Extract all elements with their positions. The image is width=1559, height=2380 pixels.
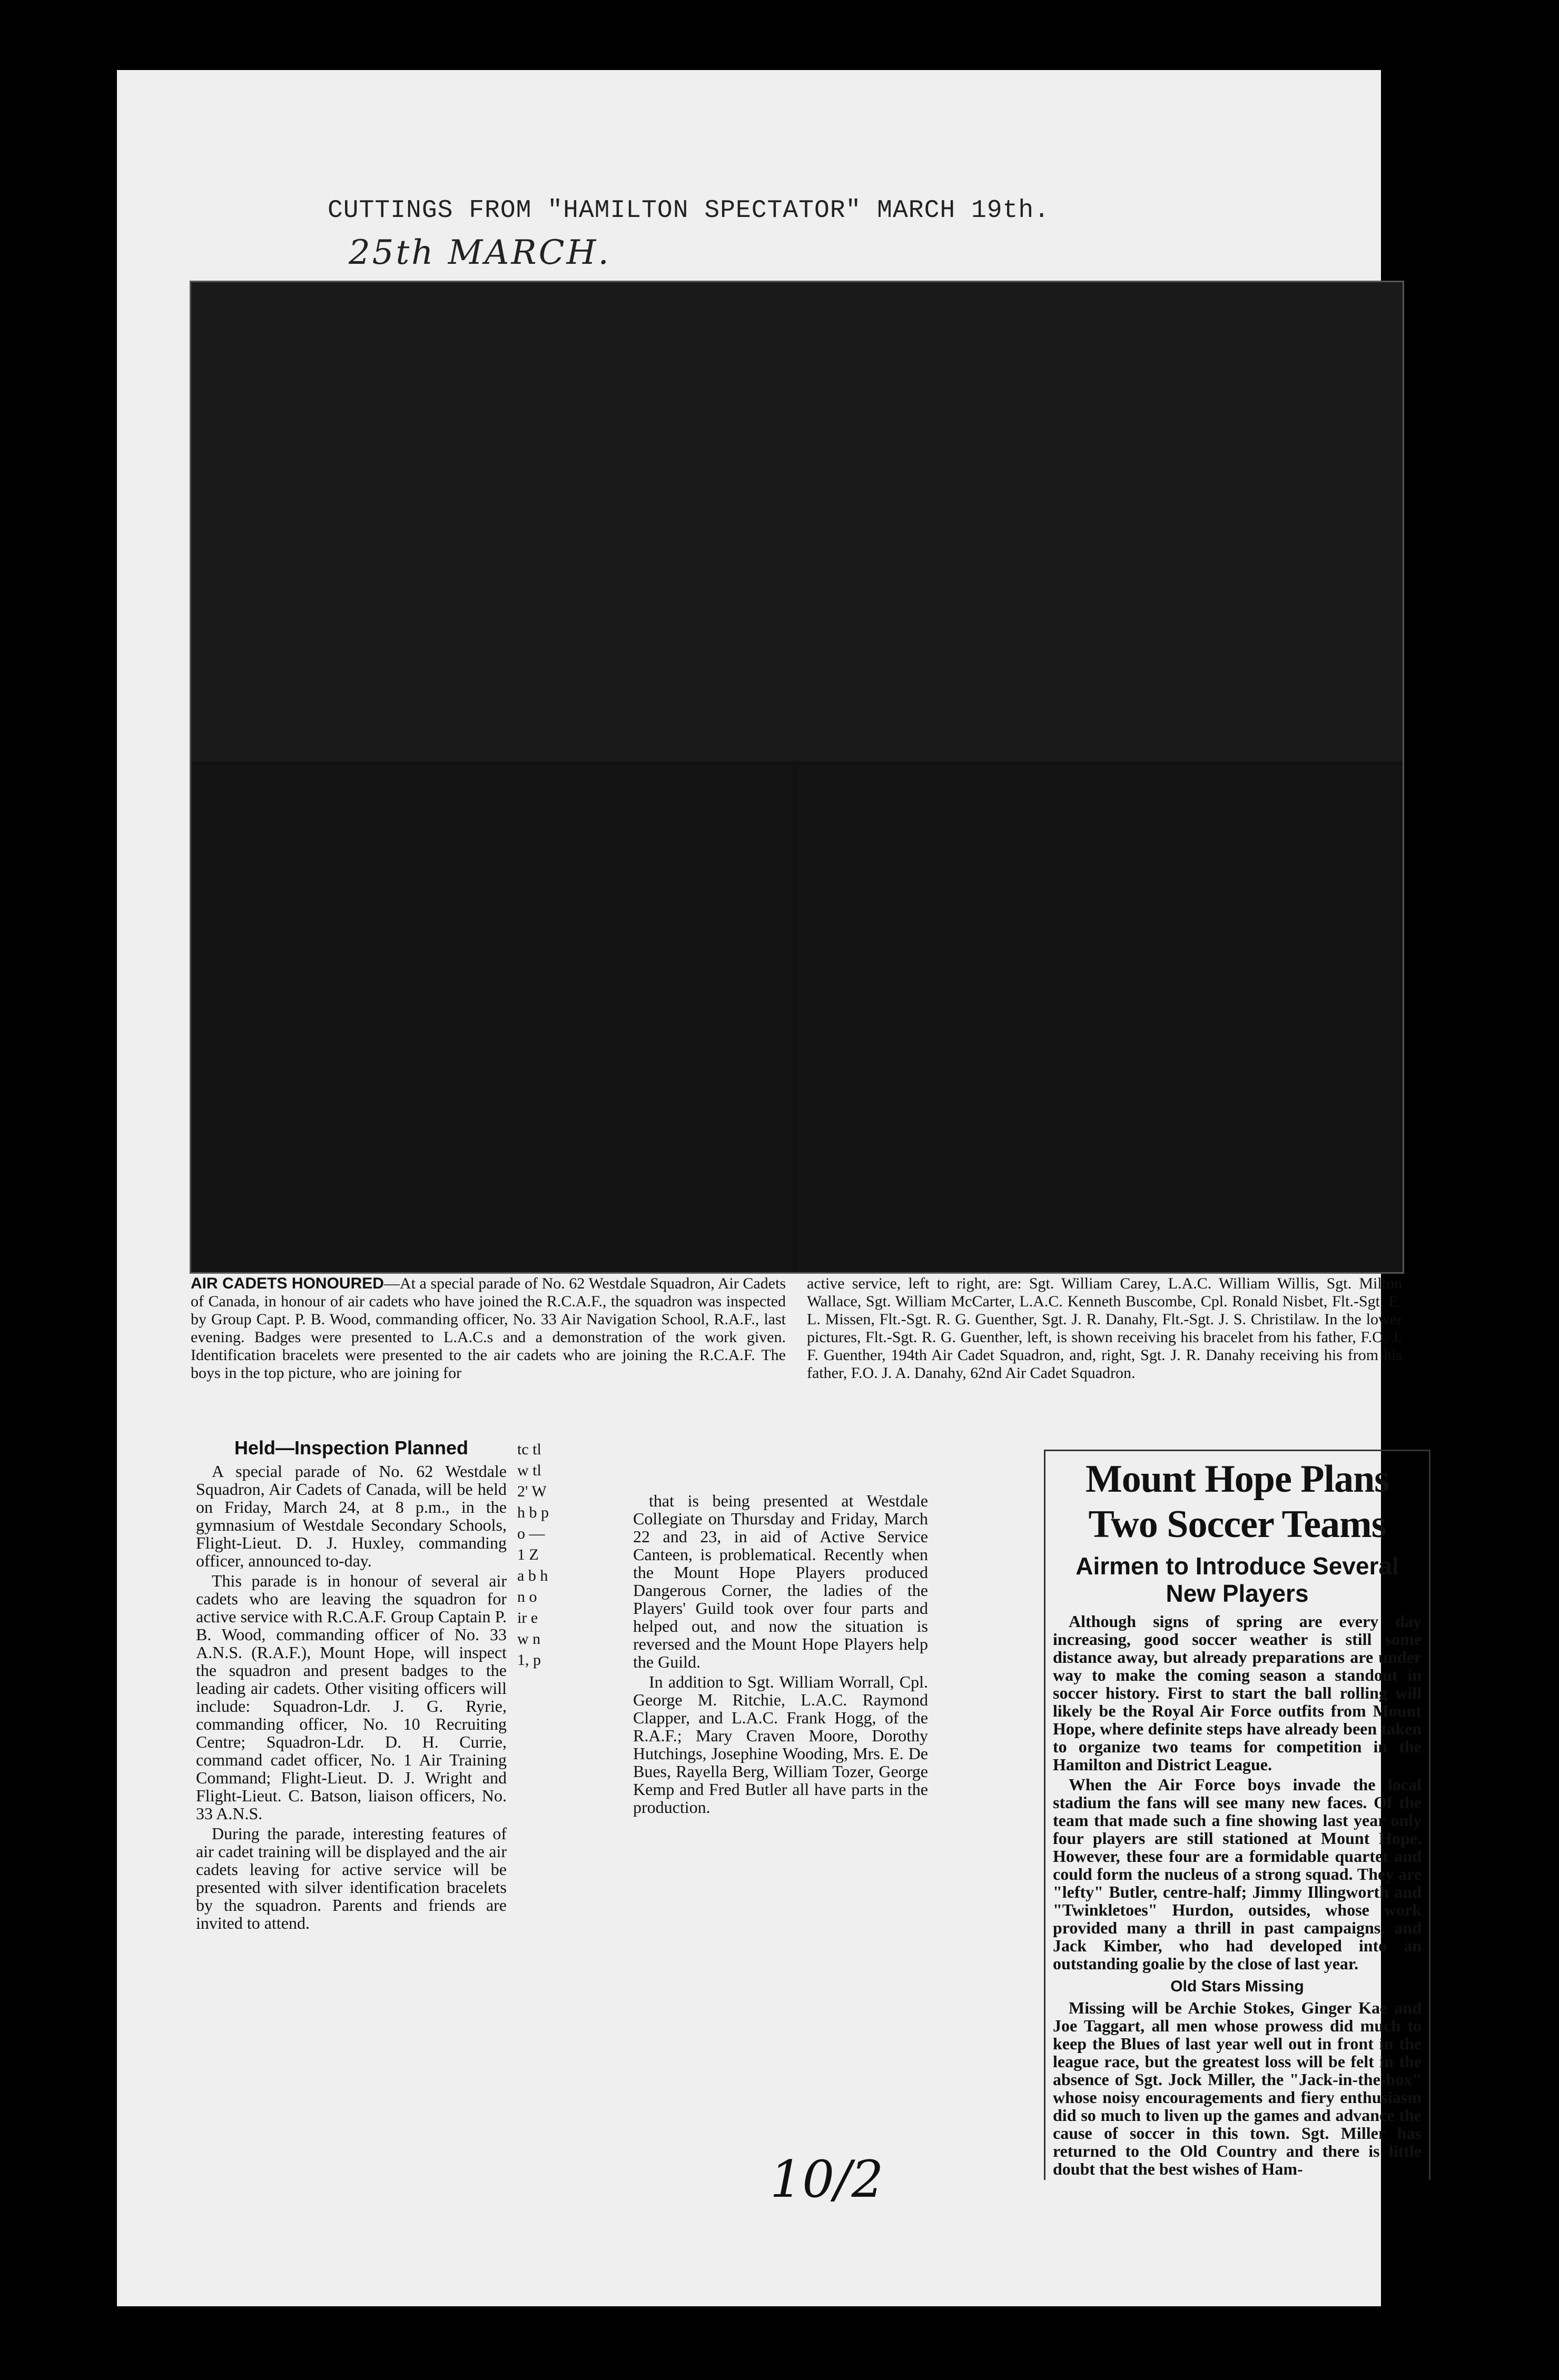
article-players [633,1492,928,1818]
article-inspection [196,1439,507,1934]
article-soccer [1044,1450,1430,2180]
photo-caption [191,1275,1402,1399]
cut-fragment-column: tc tl w tl 2' W h b p o — 1 Z a b h n o ir e w n 1, p [517,1441,549,1669]
caption-lead: AIR CADETS HONOURED [191,1275,384,1292]
typed-header: CUTTINGS FROM "HAMILTON SPECTATOR" MARCH 19th. [328,196,1050,225]
article-paragraph: In addition to Sgt. William Worrall, Cpl. George M. Ritchie, L.A.C. Raymond Clapper, and L.A.C. Frank Hogg, of the R.A.F.; Mary Craven Moore, Dorothy Hutchings, Josephine Wooding, Mrs. E. De Bues, Rayella Berg, William Tozer, George Kemp and Fred Butler all have parts in the production. [633,1672,928,1817]
article-paragraph: During the parade, interesting features of air cadet training will be displayed and the air cadets leaving for active service will be presented with silver identification bracelets by the squadron. Parents and friends are invited to attend. [196,1824,507,1932]
caption-text-1: —At a special parade of No. 62 Westdale Squadron, Air Cadets of Canada, in honour of air cadets who have joined the R.C.A.F., the squadron was inspected by Group Capt. P. B. Wood, commanding officer, No. 33 Air Navigation School, R.A.F., last evening. Badges were presented to L.A.C.s and a demonstration of the work given. Identification bracelets were presented to the air cadets who are joining the R.C.A.F. The boys in the top picture, who are joining for [191,1275,786,1382]
bracelet-photo-right [797,766,1403,1271]
handwritten-page-number: 10/2 [770,2150,884,2209]
article-paragraph: This parade is in honour of several air cadets who are leaving the squadron for active service with R.C.A.F. Group Captain P. B. Wood, commanding officer of No. 33 A.N.S. (R.A.F.), Mount Hope, will inspect the squadron and present badges to the leading air cadets. Other visiting officers will include: Squadron-Ldr. J. G. Ryrie, commanding officer, No. 10 Recruiting Centre; Squadron-Ldr. D. H. Currie, command cadet officer, No. 1 Air Training Command; Flight-Lieut. D. J. Wright and Flight-Lieut. C. Batson, liaison officers, No. 33 A.N.S. [196,1571,507,1823]
clipping-sheet [117,70,1422,2306]
caption-column-2 [807,1275,1402,1382]
bracelet-photo-left [191,766,792,1271]
article-paragraph: When the Air Force boys invade the local stadium the fans will see many new faces. Of the team that made such a fine showing last year only four players are still stationed at Mount Hope. However, these four are a formidable quartet and could form the nucleus of a strong squad. They are "lefty" Butler, centre-half; Jimmy Illingworth and "Twinkletoes" Hurdon, outsides, whose work provided many a thrill in past campaigns, and Jack Kimber, who had developed into an outstanding goalie by the close of last year. [1053,1775,1422,1973]
article-paragraph: A special parade of No. 62 Westdale Squadron, Air Cadets of Canada, will be held on Friday, March 24, at 8 p.m., in the gymnasium of Westdale Secondary Schools, Flight-Lieut. D. J. Huxley, commanding officer, announced to-day. [196,1462,507,1570]
soccer-subsection: Old Stars Missing [1170,1978,1304,1995]
article-paragraph: Although signs of spring are every day increasing, good soccer weather is still some distance away, but already preparations are under way to make the coming season a standout in soccer history. First to start the ball rolling will likely be the Royal Air Force outfits from Mount Hope, where definite steps have already been taken to organize two teams for competition in the Hamilton and District League. [1053,1612,1422,1774]
soccer-subhead: Airmen to Introduce Several New Players [1075,1552,1399,1607]
photo-panel [190,281,1404,1274]
article-paragraph: Missing will be Archie Stokes, Ginger Kae and Joe Taggart, all men whose prowess did much to keep the Blues of last year well out in front in the league race, but the greatest loss will be felt in the absence of Sgt. Jock Miller, the "Jack-in-the-box" whose noisy encouragements and fiery enthusiasm did so much to liven up the games and advance the cause of soccer in this town. Sgt. Miller has returned to the Old Country and there is little doubt that the best wishes of Ham- [1053,1998,1422,2178]
article-headline: Held—Inspection Planned [234,1437,469,1459]
soccer-headline: Mount Hope Plans Two Soccer Teams [1085,1457,1389,1546]
group-photo [191,282,1403,761]
handwritten-date: 25th MARCH. [349,233,611,272]
article-paragraph: that is being presented at Westdale Collegiate on Thursday and Friday, March 22 and 23, in aid of Active Service Canteen, is problematical. Recently when the Mount Hope Players produced Dangerous Corner, the ladies of the Players' Guild took over four parts and helped out, and now the situation is reversed and the Mount Hope Players help the Guild. [633,1491,928,1671]
caption-column-1 [191,1275,786,1382]
caption-text-2: active service, left to right, are: Sgt. William Carey, L.A.C. William Willis, Sgt. Milton Wallace, Sgt. William McCarter, L.A.C. Kenneth Buscombe, Cpl. Ronald Nisbet, Flt.-Sgt. E. L. Missen, Flt.-Sgt. R. G. Guenther, Sgt. J. R. Danahy, Flt.-Sgt. J. S. Christilaw. In the lower pictures, Flt.-Sgt. R. G. Guenther, left, is shown receiving his bracelet from his father, F.O. J. F. Guenther, 194th Air Cadet Squadron, and, right, Sgt. J. R. Danahy receiving his from his father, F.O. J. A. Danahy, 62nd Air Cadet Squadron. [807,1275,1402,1382]
